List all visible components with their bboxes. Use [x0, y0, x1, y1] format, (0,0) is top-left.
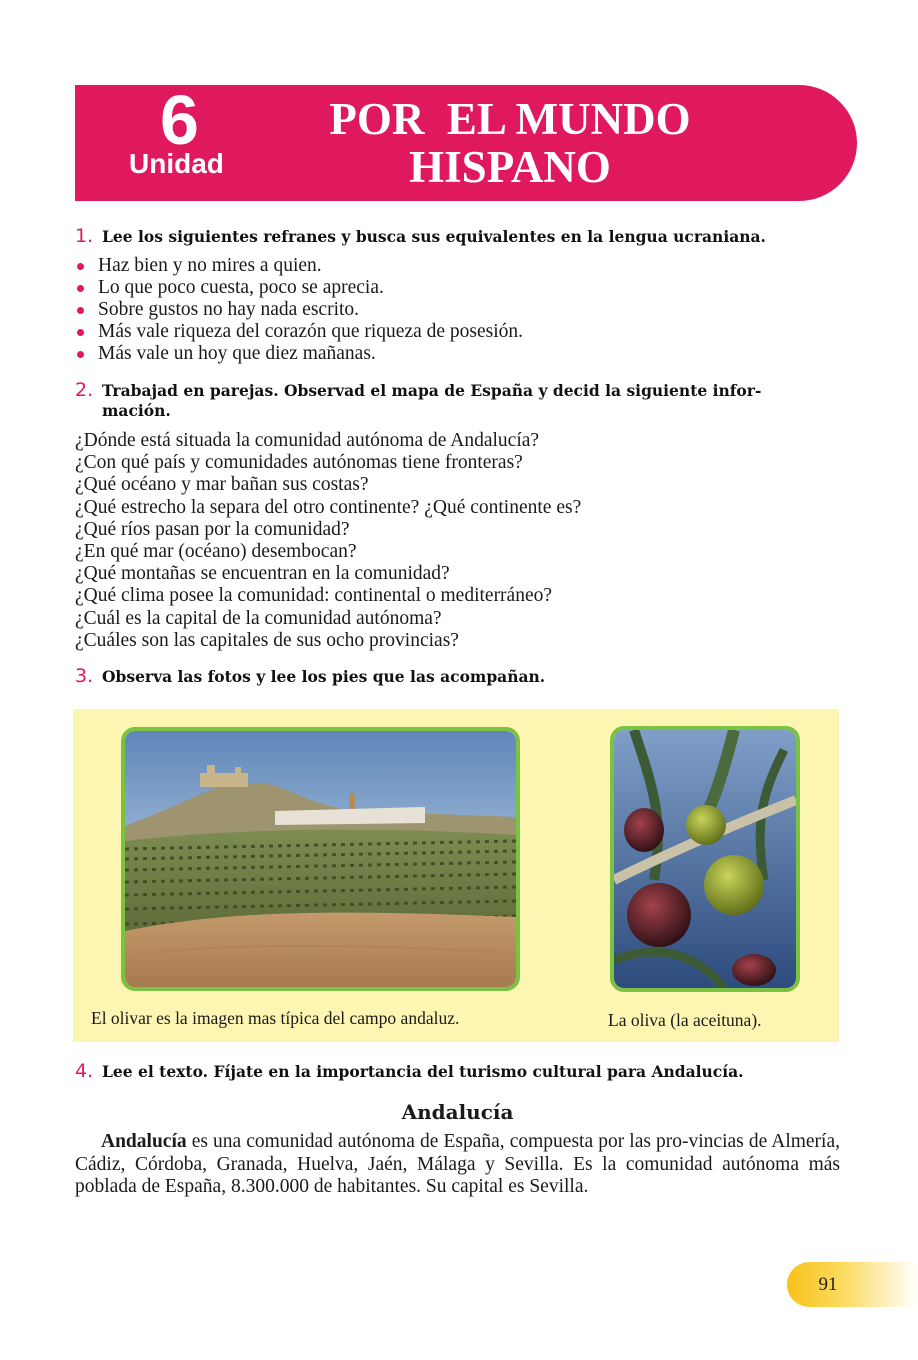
exercise-3-number: 3. — [75, 665, 94, 687]
proverb-list — [75, 255, 523, 365]
olive-photo — [610, 726, 800, 992]
list-item — [75, 321, 523, 343]
exercise-2-instruction-line1: Trabajad en parejas. Observad el mapa de España y decid la siguiente infor- — [102, 381, 762, 400]
unit-title — [300, 95, 720, 191]
exercise-1-number: 1. — [75, 225, 94, 247]
question-item: ¿Con qué país y comunidades autónomas tiene fronteras? — [75, 452, 523, 474]
unit-title-line1: POR EL MUNDO — [329, 94, 691, 144]
bullet-icon — [77, 285, 84, 292]
exercise-2-number: 2. — [75, 379, 94, 401]
proverb-text: Sobre gustos no hay nada escrito. — [98, 299, 360, 320]
olive-caption: La oliva (la aceituna). — [608, 1010, 762, 1030]
bullet-icon — [77, 263, 84, 270]
exercise-2-instruction-line2: mación. — [102, 401, 171, 420]
bullet-icon — [77, 329, 84, 336]
unit-label: Unidad — [129, 148, 224, 179]
question-item: ¿En qué mar (océano) desembocan? — [75, 541, 357, 563]
olive-grove-caption: El olivar es la imagen mas típica del campo andaluz. — [91, 1008, 460, 1028]
proverb-text: Lo que poco cuesta, poco se aprecia. — [98, 277, 384, 298]
question-item: ¿Cuál es la capital de la comunidad autónoma? — [75, 607, 442, 629]
list-item — [75, 255, 523, 277]
proverb-text: Haz bien y no mires a quien. — [98, 255, 322, 276]
question-item: ¿Dónde está situada la comunidad autónoma de Andalucía? — [75, 430, 540, 451]
question-item: ¿Cuáles son las capitales de sus ocho provincias? — [75, 629, 459, 651]
exercise-3-instruction: Observa las fotos y lee los pies que las acompañan. — [102, 667, 546, 686]
question-item: ¿Qué ríos pasan por la comunidad? — [75, 518, 350, 540]
proverb-text: Más vale riqueza del corazón que riqueza de posesión. — [98, 321, 524, 342]
exercise-4-number: 4. — [75, 1060, 94, 1082]
question-list — [75, 430, 581, 652]
list-item — [75, 299, 523, 321]
exercise-2-heading — [75, 380, 845, 421]
olive-image — [614, 730, 796, 988]
exercise-3-heading — [75, 666, 845, 687]
list-item — [75, 343, 523, 365]
exercise-4-heading — [75, 1061, 845, 1082]
exercise-1-instruction: Lee los siguientes refranes y busca sus equivalentes en la lengua ucraniana. — [102, 227, 766, 246]
olive-grove-photo — [121, 727, 520, 991]
exercise-4-instruction: Lee el texto. Fíjate en la importancia del turismo cultural para Andalucía. — [102, 1062, 744, 1081]
article-title: Andalucía — [401, 1100, 514, 1124]
page-number: 91 — [818, 1274, 838, 1295]
article-body — [75, 1131, 840, 1199]
article-lead: Andalucía — [101, 1131, 187, 1152]
article-text: es una comunidad autónoma de España, compuesta por las pro-vincias de Almería, Cádiz, Córdoba, Granada, Huelva, Jaén, Málaga y Sevilla. Es la comunidad autónoma más poblada de España, 8.300.000 de habitantes. Su capital es Sevilla. — [75, 1131, 840, 1197]
olive-grove-image — [125, 731, 516, 987]
question-item: ¿Qué océano y mar bañan sus costas? — [75, 474, 369, 496]
question-item: ¿Qué estrecho la separa del otro continente? ¿Qué continente es? — [75, 496, 582, 518]
exercise-1-heading — [75, 226, 845, 247]
question-item: ¿Qué montañas se encuentran en la comunidad? — [75, 563, 450, 585]
bullet-icon — [77, 351, 84, 358]
question-item: ¿Qué clima posee la comunidad: continental o mediterráneo? — [75, 585, 553, 607]
unit-title-line2: HISPANO — [409, 142, 611, 192]
unit-number: 6 — [160, 81, 199, 159]
proverb-text: Más vale un hoy que diez mañanas. — [98, 343, 376, 364]
bullet-icon — [77, 307, 84, 314]
list-item — [75, 277, 523, 299]
